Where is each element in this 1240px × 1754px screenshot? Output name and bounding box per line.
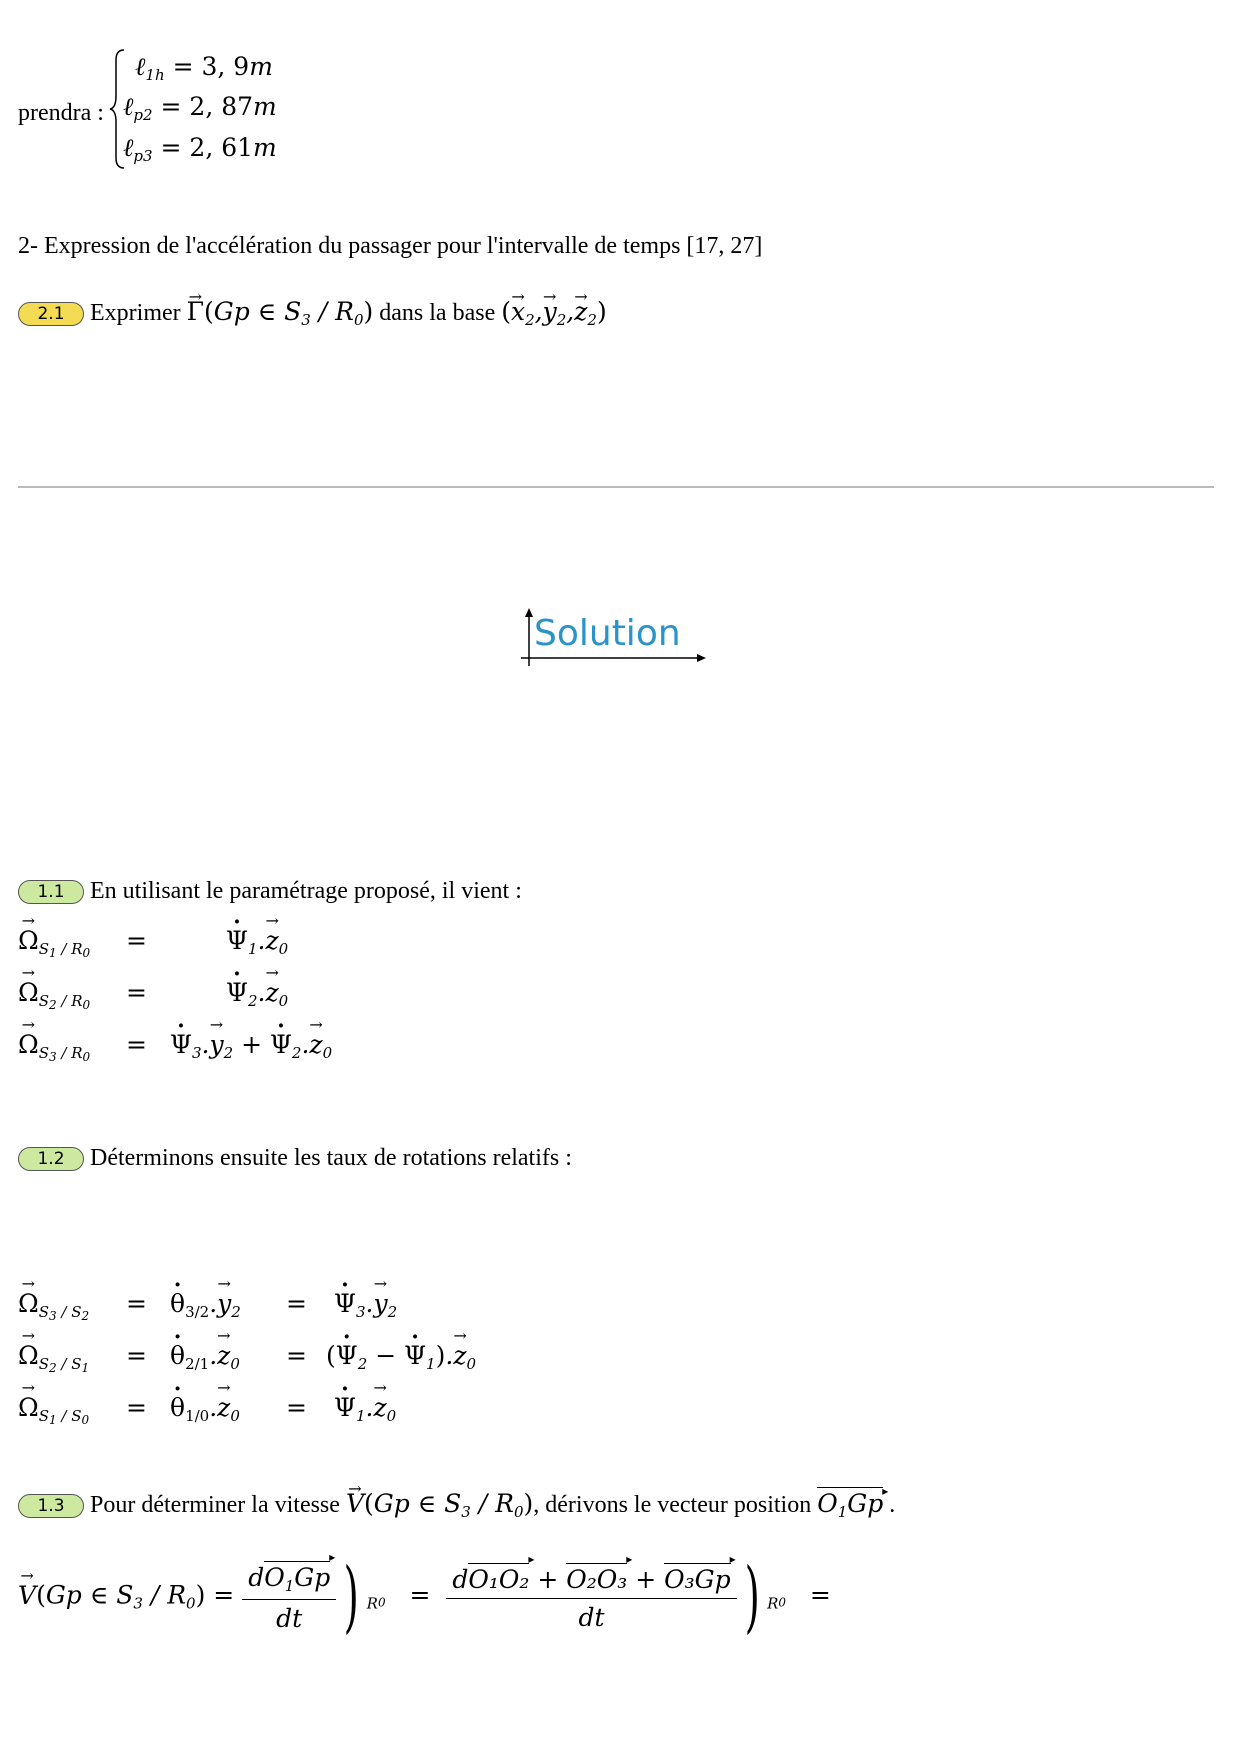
theta-1-0-z0: · $\theta_{1/0}.\to z_0$ — [170, 1393, 240, 1425]
solution-text: Solution — [534, 613, 681, 654]
solution-1-2-heading: 1.2 Déterminons ensuite les taux de rotations relatifs : — [18, 1143, 572, 1173]
theta-2-1-z0: · $\theta_{2/1}.\to z_0$ — [170, 1341, 240, 1373]
length-1h: ℓ$_{1h}$ = 3, 9m — [135, 52, 273, 84]
omega-s2-r0: → $\Omega_{S_2 / R_0}$ — [18, 978, 90, 1012]
rhs-psi1-z0: · $\Psi_1.\to z_0$ — [226, 926, 288, 958]
rhs-psi3-y2-plus-psi2-z0: · $\Psi_3.\to y_2$ + · $\Psi_2.\to z_0$ — [170, 1030, 332, 1062]
solution-logo[interactable] — [520, 608, 710, 668]
length-p2: ℓ$_{p2}$ = 2, 87m — [123, 92, 277, 124]
badge-2-1: 2.1 — [18, 302, 84, 326]
badge-1-3: 1.3 — [18, 1494, 84, 1518]
omega-s1-r0: → $\Omega_{S_1 / R_0}$ — [18, 926, 90, 960]
psi2-minus-psi1-z0: (· $\Psi_2$ − · $\Psi_1).\to z_0$ — [326, 1341, 476, 1373]
horizontal-divider — [18, 486, 1214, 488]
prendra-label: prendra : — [18, 100, 104, 126]
solution-1-1-heading: 1.1 En utilisant le paramétrage proposé, il vient : — [18, 876, 522, 906]
question-2-1: 2.1 Exprimer → Γ(Gp ∈ $S_3 / R_0$) dans la base (→ $x_2,\to y_2,\to z_2$) — [18, 297, 607, 335]
psi3-y2: · $\Psi_3.\to y_2$ — [334, 1289, 397, 1321]
omega-s2-s1: → $\Omega_{S_2 / S_1}$ — [18, 1341, 89, 1375]
velocity-derivative-equation: → V(Gp ∈ $S_3 / R_0$) = $\frac{dO_1Gp ▸}{dt}$ ) $_{R0}$ = $\frac{\text{dO₁O₂ ▸ + O₂O₃ ▸ + O₃Gp ▸}}{dt}$ ) $_{R0}$ = — [18, 1558, 831, 1636]
psi1-z0: · $\Psi_1.\to z_0$ — [334, 1393, 396, 1425]
theta-3-2-y2: · $\theta_{3/2}.\to y_2$ — [170, 1289, 241, 1321]
rhs-psi2-z0: · $\Psi_2.\to z_0$ — [226, 978, 288, 1010]
badge-1-1: 1.1 — [18, 880, 84, 904]
solution-1-3-heading: 1.3 Pour déterminer la vitesse → V(Gp ∈ $S_3 / R_0$), dérivons le vecteur position $O_1Gp$ ▸ . — [18, 1487, 895, 1527]
badge-1-2: 1.2 — [18, 1147, 84, 1171]
length-p3: ℓ$_{p3}$ = 2, 61m — [123, 133, 277, 165]
omega-s3-s2: → $\Omega_{S_3 / S_2}$ — [18, 1289, 89, 1323]
omega-s3-r0: → $\Omega_{S_3 / R_0}$ — [18, 1030, 90, 1064]
omega-s1-s0: → $\Omega_{S_1 / S_0}$ — [18, 1393, 89, 1427]
section2-heading: 2- Expression de l'accélération du passager pour l'intervalle de temps [17, 27] — [18, 233, 763, 259]
